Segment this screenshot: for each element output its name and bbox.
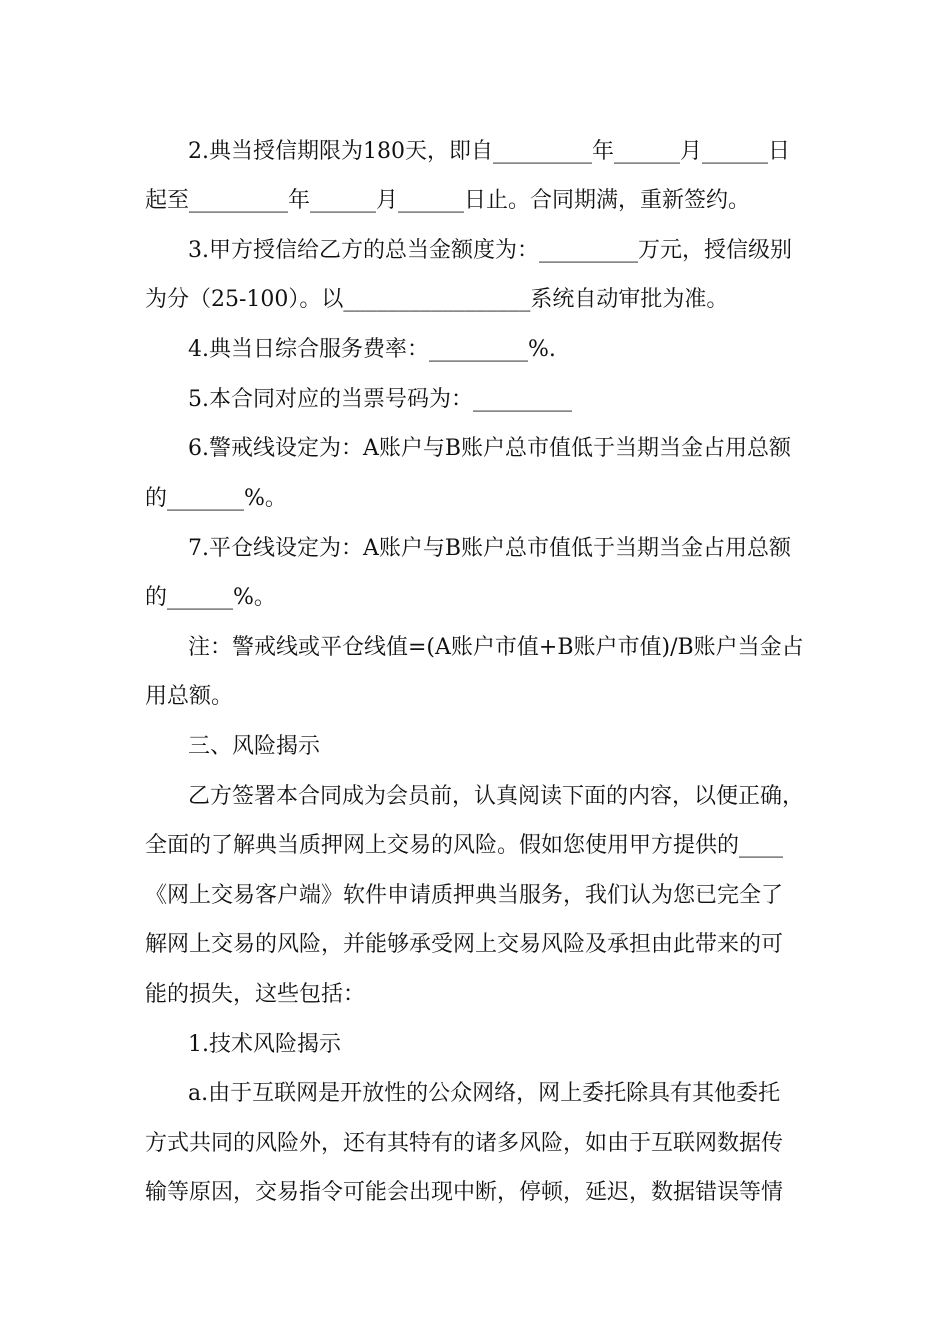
text-line-note-cont: 用总额。: [145, 684, 234, 709]
subheading-tech-risk: 1.技术风险揭示: [188, 1032, 341, 1057]
text-line-liquidation-line: 7.平仓线设定为：A账户与B账户总市值低于当期当金占用总额: [188, 536, 792, 561]
text-line-risk-intro-3: 《网上交易客户端》软件申请质押典当服务，我们认为您已完全了: [145, 883, 784, 908]
text-line-credit-amount: 3.甲方授信给乙方的总当金额度为：_________万元，授信级别: [188, 238, 792, 263]
section-heading-risk: 三、风险揭示: [188, 734, 321, 759]
text-line-liquidation-line-cont: 的______%。: [145, 585, 276, 610]
text-line-risk-intro-4: 解网上交易的风险，并能够承受网上交易风险及承担由此带来的可: [145, 932, 784, 957]
text-line-credit-amount-cont: 为分（25-100）。以_________________系统自动审批为准。: [145, 287, 729, 312]
text-line-note: 注：警戒线或平仓线值=(A账户市值+B账户市值)/B账户当金占: [188, 635, 804, 660]
text-line-ticket-number: 5.本合同对应的当票号码为：_________: [188, 387, 572, 412]
text-line-service-fee: 4.典当日综合服务费率：_________%.: [188, 337, 556, 362]
text-line-risk-intro-2: 全面的了解典当质押网上交易的风险。假如您使用甲方提供的____: [145, 833, 784, 858]
text-line-risk-intro-5: 能的损失，这些包括：: [145, 982, 366, 1007]
text-line-warning-line-cont: 的_______%。: [145, 486, 287, 511]
text-line-tech-risk-a-2: 方式共同的风险外，还有其特有的诸多风险，如由于互联网数据传: [145, 1131, 784, 1156]
text-line-risk-intro: 乙方签署本合同成为会员前，认真阅读下面的内容，以便正确，: [188, 784, 805, 809]
text-line-term: 2.典当授信期限为180天，即自_________年______月______日: [188, 139, 790, 164]
text-line-tech-risk-a-3: 输等原因，交易指令可能会出现中断，停顿，延迟，数据错误等情: [145, 1180, 784, 1205]
text-line-term-cont: 起至_________年______月______日止。合同期满，重新签约。: [145, 188, 751, 213]
text-line-warning-line: 6.警戒线设定为：A账户与B账户总市值低于当期当金占用总额: [188, 436, 792, 461]
text-line-tech-risk-a: a.由于互联网是开放性的公众网络，网上委托除具有其他委托: [188, 1081, 781, 1106]
